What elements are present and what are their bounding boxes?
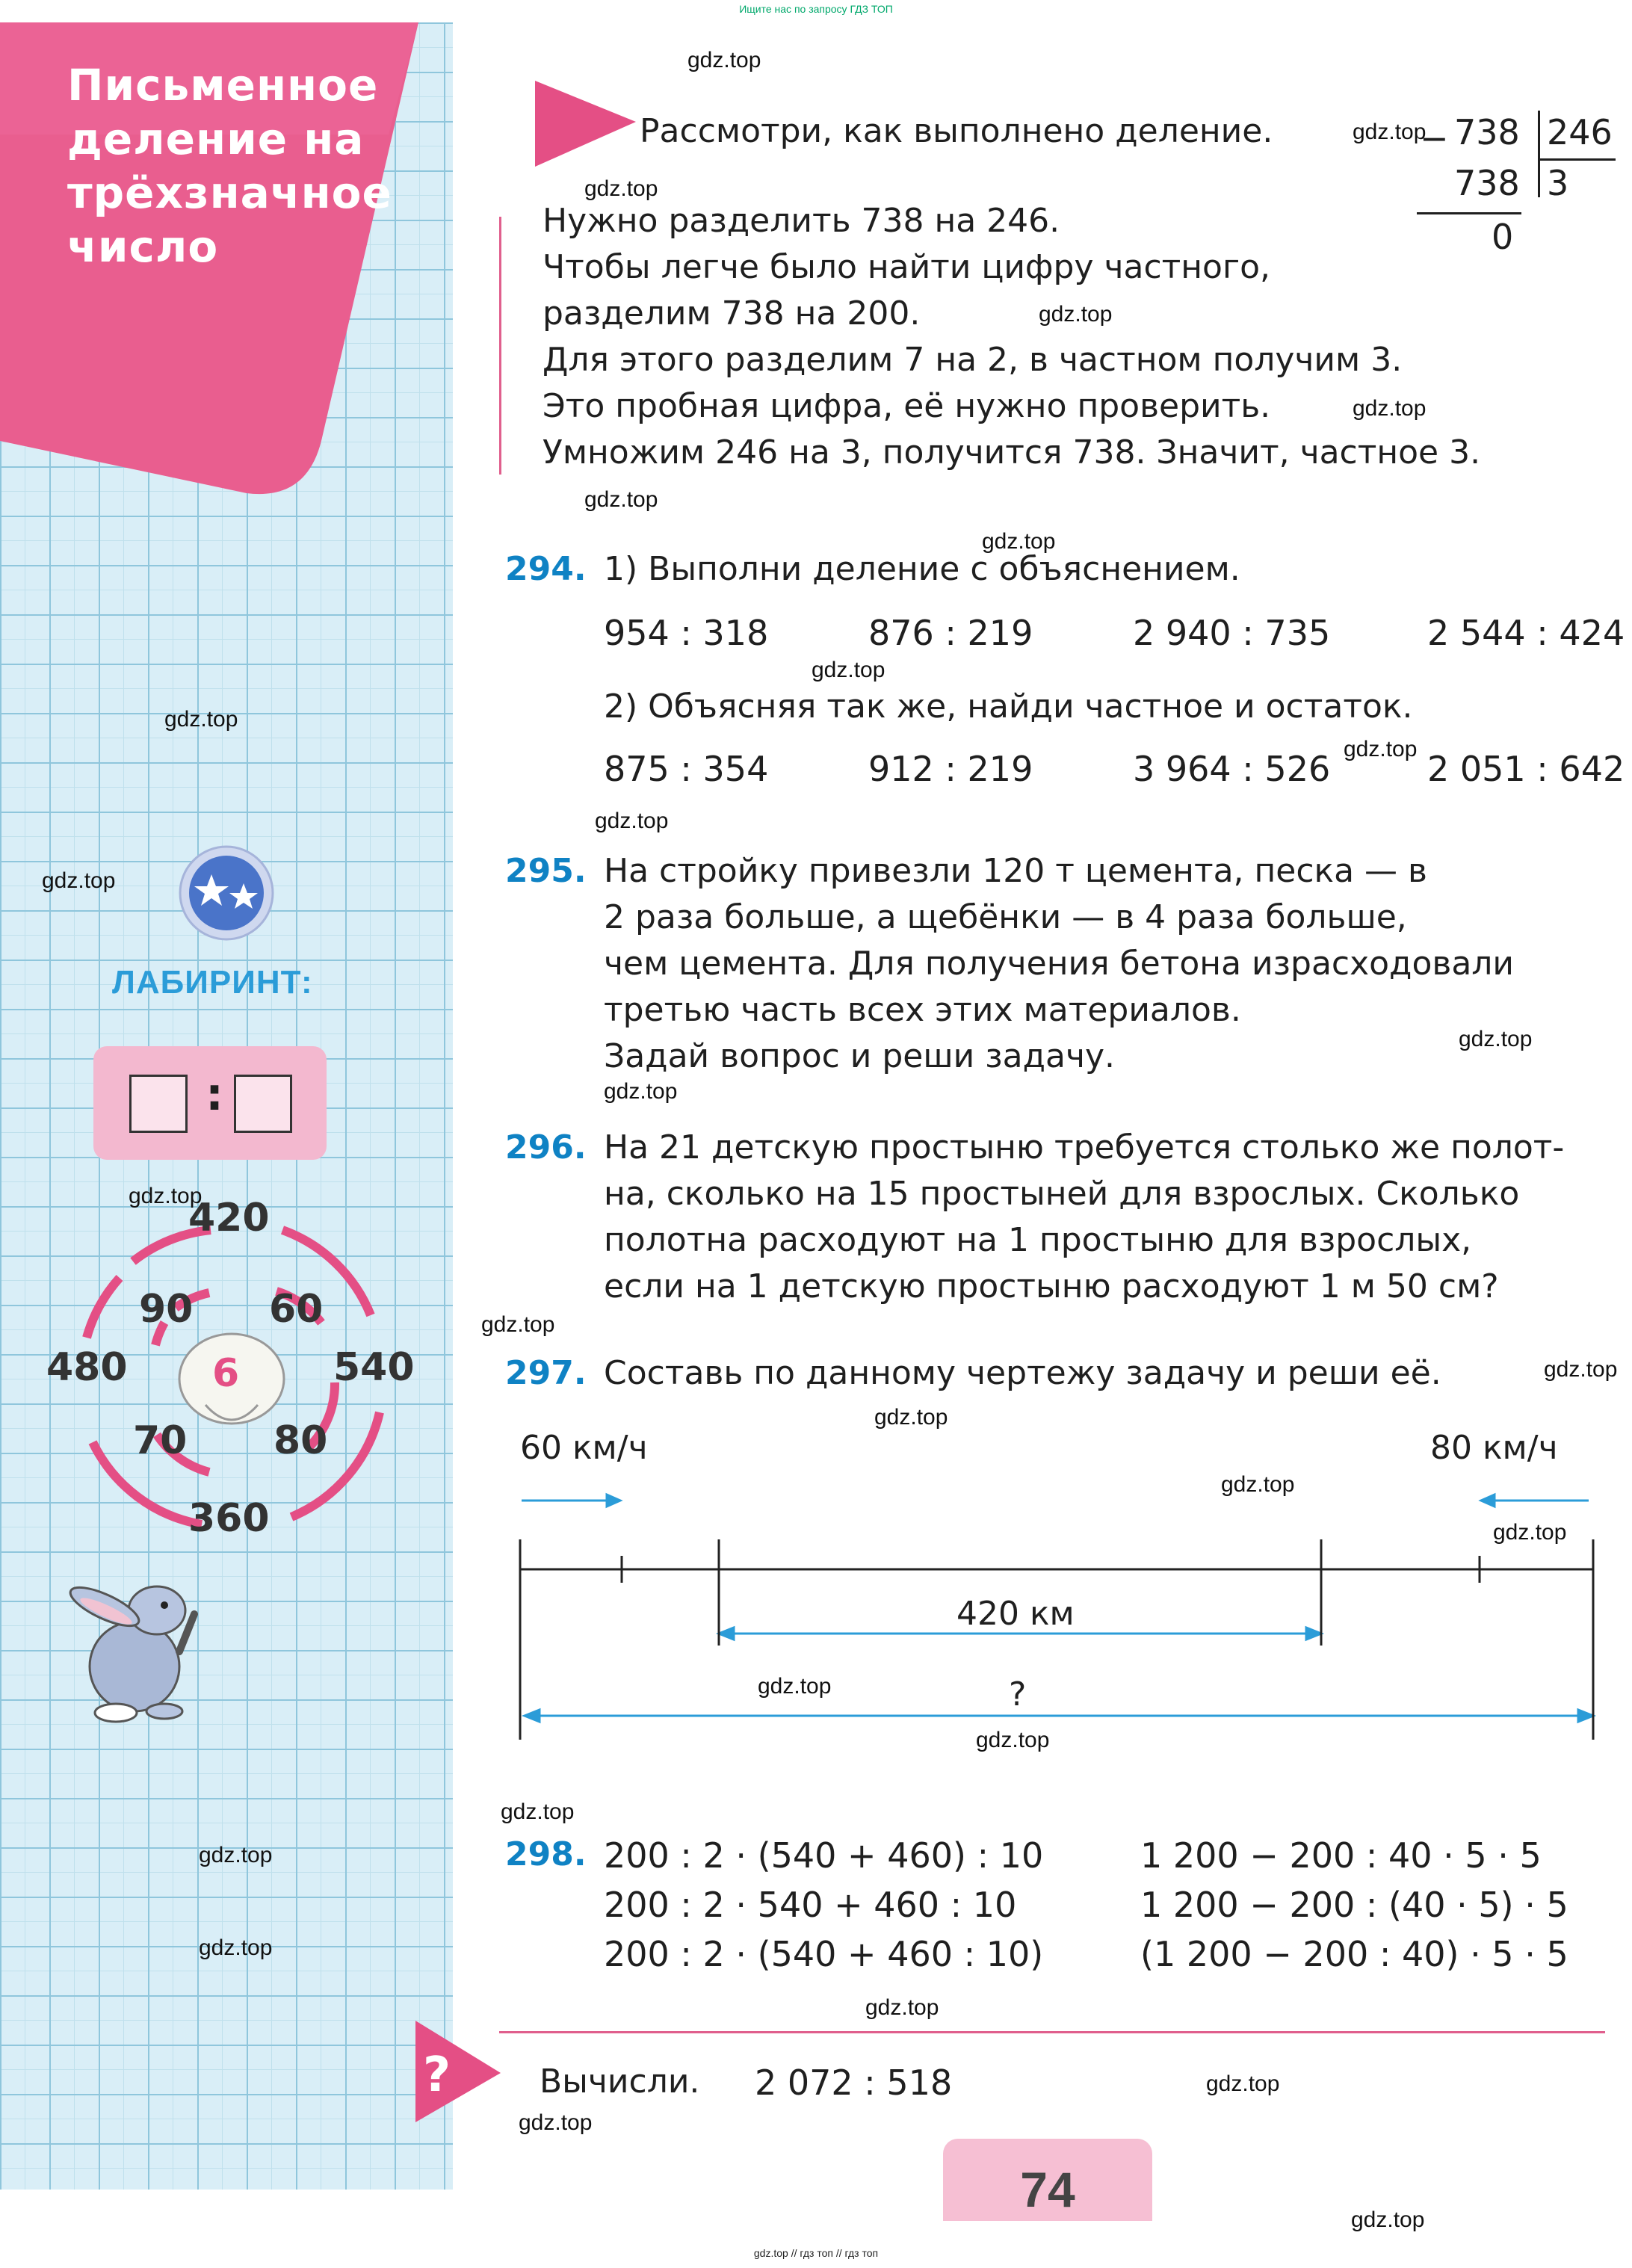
labyrinth-box xyxy=(93,1046,327,1160)
ld-quotient: 3 xyxy=(1547,163,1569,203)
ld-hline xyxy=(1538,158,1616,161)
review-expr: 2 072 : 518 xyxy=(755,2062,953,2103)
ld-minus: − xyxy=(1420,118,1449,158)
watermark: gdz.top xyxy=(1353,396,1427,421)
watermark: gdz.top xyxy=(982,529,1056,554)
watermark: gdz.top xyxy=(584,487,658,512)
title-line: Письменное xyxy=(67,60,379,111)
watermark: gdz.top xyxy=(42,868,116,893)
watermark: gdz.top xyxy=(1544,1357,1618,1382)
e294-part1: 1) Выполни деление с объяснением. xyxy=(604,550,1240,588)
e298-right: 1 200 − 200 : 40 · 5 · 5 xyxy=(1140,1835,1542,1876)
intro-heading: Рассмотри, как выполнено деление. xyxy=(640,112,1273,150)
ld-divisor: 246 xyxy=(1547,112,1613,152)
watermark: gdz.top xyxy=(501,1799,575,1824)
e294-expr: 876 : 219 xyxy=(868,613,1033,653)
e294-expr: 2 051 : 642 xyxy=(1427,749,1625,789)
e295-line: 2 раза больше, а щебёнки — в 4 раза больше, xyxy=(604,898,1407,936)
watermark: gdz.top xyxy=(1353,120,1427,144)
e298-left: 200 : 2 · 540 + 460 : 10 xyxy=(604,1885,1017,1925)
ring-number: 480 xyxy=(46,1345,128,1390)
watermark: gdz.top xyxy=(1459,1027,1533,1051)
e298-left: 200 : 2 · (540 + 460 : 10) xyxy=(604,1934,1044,1974)
exercise-number-295: 295. xyxy=(505,852,587,890)
e294-expr: 2 940 : 735 xyxy=(1133,613,1331,653)
speed-right: 80 км/ч xyxy=(1430,1429,1558,1467)
e294-expr: 954 : 318 xyxy=(604,613,769,653)
ring-number: 70 xyxy=(133,1418,188,1463)
watermark: gdz.top xyxy=(164,707,238,732)
chapter-title xyxy=(67,58,411,274)
watermark: gdz.top xyxy=(595,809,669,833)
stars-icon xyxy=(178,844,275,942)
watermark: gdz.top xyxy=(129,1184,203,1208)
review-divider xyxy=(499,2031,1605,2033)
e294-part2: 2) Объясняя так же, найди частное и остаток. xyxy=(604,687,1413,726)
watermark: gdz.top xyxy=(519,2110,593,2135)
distance-label: 420 км xyxy=(956,1595,1075,1633)
title-line: трёхзначное xyxy=(67,167,392,218)
intro-margin-line xyxy=(499,217,501,475)
e294-expr: 912 : 219 xyxy=(868,749,1033,789)
watermark: gdz.top xyxy=(865,1995,939,2020)
e298-left: 200 : 2 · (540 + 460) : 10 xyxy=(604,1835,1044,1876)
watermark: gdz.top xyxy=(1344,737,1418,761)
title-line: число xyxy=(67,221,219,272)
ring-number: 420 xyxy=(188,1196,270,1240)
watermark: gdz.top xyxy=(976,1728,1050,1752)
intro-line: Это пробная цифра, её нужно проверить. xyxy=(543,387,1271,425)
ld-underline xyxy=(1417,212,1521,214)
title-line xyxy=(67,112,374,166)
watermark: gdz.top xyxy=(1493,1520,1567,1545)
e296-line: полотна расходуют на 1 простыню для взрослых, xyxy=(604,1221,1472,1259)
ring-number: 80 xyxy=(273,1418,328,1463)
question-glyph: ? xyxy=(423,2048,451,2103)
e295-line: чем цемента. Для получения бетона израсходовали xyxy=(604,945,1515,983)
e296-line: если на 1 детскую простыню расходуют 1 м 50 см? xyxy=(604,1267,1499,1306)
watermark: gdz.top xyxy=(1206,2071,1280,2096)
ld-vline xyxy=(1538,111,1540,197)
ld-dividend: 738 xyxy=(1454,112,1520,152)
e294-expr: 3 964 : 526 xyxy=(1133,749,1331,789)
e295-line: На стройку привезли 120 т цемента, песка — в xyxy=(604,852,1427,890)
exercise-number-296: 296. xyxy=(505,1128,587,1167)
e296-line: На 21 детскую простыню требуется столько же полот- xyxy=(604,1128,1565,1167)
speed-left: 60 км/ч xyxy=(520,1429,648,1467)
empty-square xyxy=(234,1075,292,1133)
page-number: 74 xyxy=(1020,2162,1075,2217)
colon-sign: : xyxy=(205,1069,223,1121)
watermark: gdz.top xyxy=(812,658,885,682)
exercise-number-294: 294. xyxy=(505,550,587,588)
exercise-number-297: 297. xyxy=(505,1354,587,1392)
center-number: 6 xyxy=(212,1351,240,1396)
top-note: Ищите нас по запросу ГДЗ ТОП xyxy=(739,3,893,15)
watermark: gdz.top xyxy=(1351,2207,1425,2232)
intro-line: Умножим 246 на 3, получится 738. Значит, частное 3. xyxy=(543,433,1481,472)
empty-square xyxy=(129,1075,188,1133)
e295-line: третью часть всех этих материалов. xyxy=(604,991,1241,1029)
intro-line: разделим 738 на 200. xyxy=(543,294,921,333)
e298-right: (1 200 − 200 : 40) · 5 · 5 xyxy=(1140,1934,1568,1974)
intro-line: Нужно разделить 738 на 246. xyxy=(543,202,1060,240)
exercise-number-298: 298. xyxy=(505,1835,587,1873)
e294-expr: 875 : 354 xyxy=(604,749,769,789)
watermark: gdz.top xyxy=(1039,302,1113,327)
e298-right: 1 200 − 200 : (40 · 5) · 5 xyxy=(1140,1885,1568,1925)
e296-line: на, сколько на 15 простыней для взрослых. Сколько xyxy=(604,1175,1520,1213)
watermark: gdz.top xyxy=(199,1935,273,1960)
ring-number: 60 xyxy=(269,1287,324,1332)
ring-number: 540 xyxy=(333,1345,415,1390)
review-label: Вычисли. xyxy=(540,2062,700,2101)
watermark: gdz.top xyxy=(874,1405,948,1430)
watermark: gdz.top xyxy=(604,1079,678,1104)
watermark: gdz.top xyxy=(584,176,658,201)
rabbit-icon xyxy=(52,1554,217,1726)
title-word: деление на xyxy=(67,114,365,164)
watermark: gdz.top xyxy=(481,1312,555,1337)
ld-subtrahend: 738 xyxy=(1454,163,1520,203)
ring-number: 360 xyxy=(188,1496,270,1541)
labyrinth-label: ЛАБИРИНТ: xyxy=(112,964,313,1001)
watermark: gdz.top xyxy=(758,1674,832,1699)
intro-line: Для этого разделим 7 на 2, в частном получим 3. xyxy=(543,341,1403,379)
e295-line: Задай вопрос и реши задачу. xyxy=(604,1037,1115,1075)
watermark: gdz.top xyxy=(199,1843,273,1867)
ring-number: 90 xyxy=(139,1287,194,1332)
watermark: gdz.top xyxy=(687,48,761,72)
ld-remainder: 0 xyxy=(1492,217,1514,257)
e294-expr: 2 544 : 424 xyxy=(1427,613,1625,653)
e297-text: Составь по данному чертежу задачу и реши её. xyxy=(604,1354,1441,1392)
intro-line: Чтобы легче было найти цифру частного, xyxy=(543,248,1270,286)
play-triangle-icon xyxy=(535,81,640,170)
watermark: gdz.top xyxy=(1221,1472,1295,1497)
bottom-note: gdz.top // гдз топ // гдз топ xyxy=(753,2247,879,2259)
question-mark: ? xyxy=(1009,1675,1027,1714)
